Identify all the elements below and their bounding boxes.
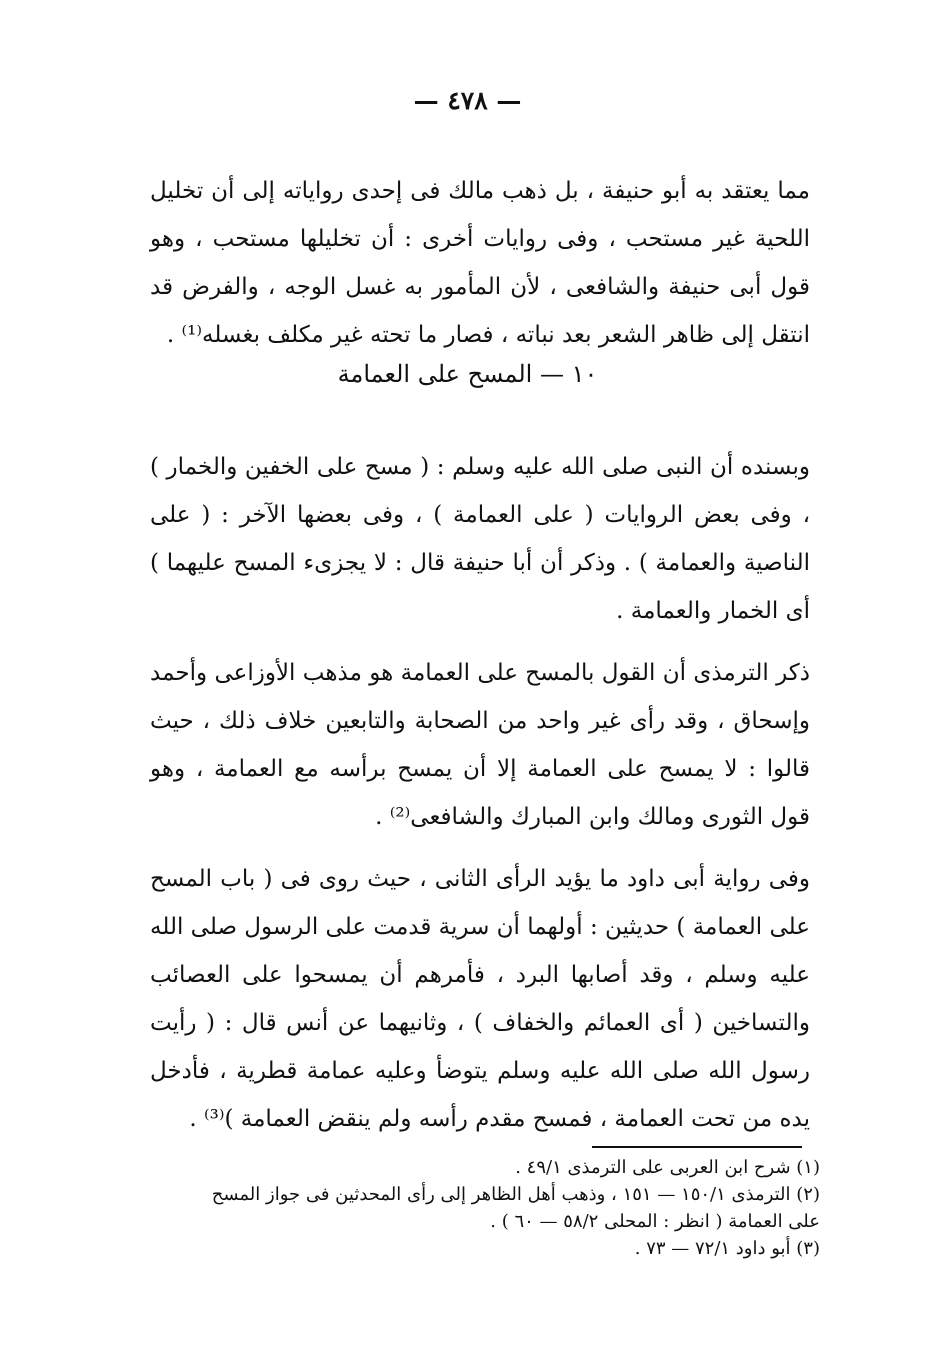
paragraph-2: وبسنده أن النبى صلى الله عليه وسلم : ( مسح على الخفين والخمار ) ، وفى بعض الروايات ( على العمامة ) ، وفى بعضها الآخر : ( على الناصية والعمامة ) . وذكر أن أبا حنيفة قال : لا يجزىء المسح عليهما ) أى الخمار والعمامة . xyxy=(150,454,810,624)
section-heading: ١٠ — المسح على العمامة xyxy=(337,360,598,388)
footnote-2: (٢) الترمذى ١٥٠/١ — ١٥١ ، وذهب أهل الظاهر إلى رأى المحدثين فى جواز المسح xyxy=(211,1184,820,1205)
footnotes xyxy=(140,1154,820,1262)
footnote-1: (١) شرح ابن العربى على الترمذى ٤٩/١ . xyxy=(515,1157,820,1178)
paragraph-4: وفى رواية أبى داود ما يؤيد الرأى الثانى ، حيث روى فى ( باب المسح على العمامة ) حديثين : أولهما أن سرية قدمت على الرسول صلى الله عليه وسلم ، وقد أصابها البرد ، فأمرهم أن يمسحوا على العصائب والتساخين ( أى العمائم والخفاف ) ، وثانيهما عن أنس قال : ( رأيت رسول الله صلى الله عليه وسلم يتوضأ وعليه عمامة قطرية ، فأدخل يده من تحت العمامة ، فمسح مقدم رأسه ولم ينقض العمامة )⁽³⁾ . xyxy=(150,866,810,1132)
paragraph-1: مما يعتقد به أبو حنيفة ، بل ذهب مالك فى إحدى رواياته إلى أن تخليل اللحية غير مستحب ، وفى روايات أخرى : أن تخليلها مستحب ، وهو قول أبى حنيفة والشافعى ، لأن المأمور به غسل الوجه ، والفرض قد انتقل إلى ظاهر الشعر بعد نباته ، فصار ما تحته غير مكلف بغسله⁽¹⁾ . xyxy=(150,178,810,348)
page-number: — ٤٧٨ — xyxy=(413,86,522,115)
footnote-divider xyxy=(592,1146,802,1148)
footnote-2-continued: على العمامة ( انظر : المحلى ٥٨/٢ — ٦٠ ) . xyxy=(490,1211,820,1232)
footnote-3: (٣) أبو داود ٧٢/١ — ٧٣ . xyxy=(634,1238,820,1259)
paragraph-3: ذكر الترمذى أن القول بالمسح على العمامة هو مذهب الأوزاعى وأحمد وإسحاق ، وقد رأى غير واحد من الصحابة والتابعين خلاف ذلك ، حيث قالوا : لا يمسح على العمامة إلا أن يمسح برأسه مع العمامة ، وهو قول الثورى ومالك وابن المبارك والشافعى⁽²⁾ . xyxy=(150,660,810,830)
